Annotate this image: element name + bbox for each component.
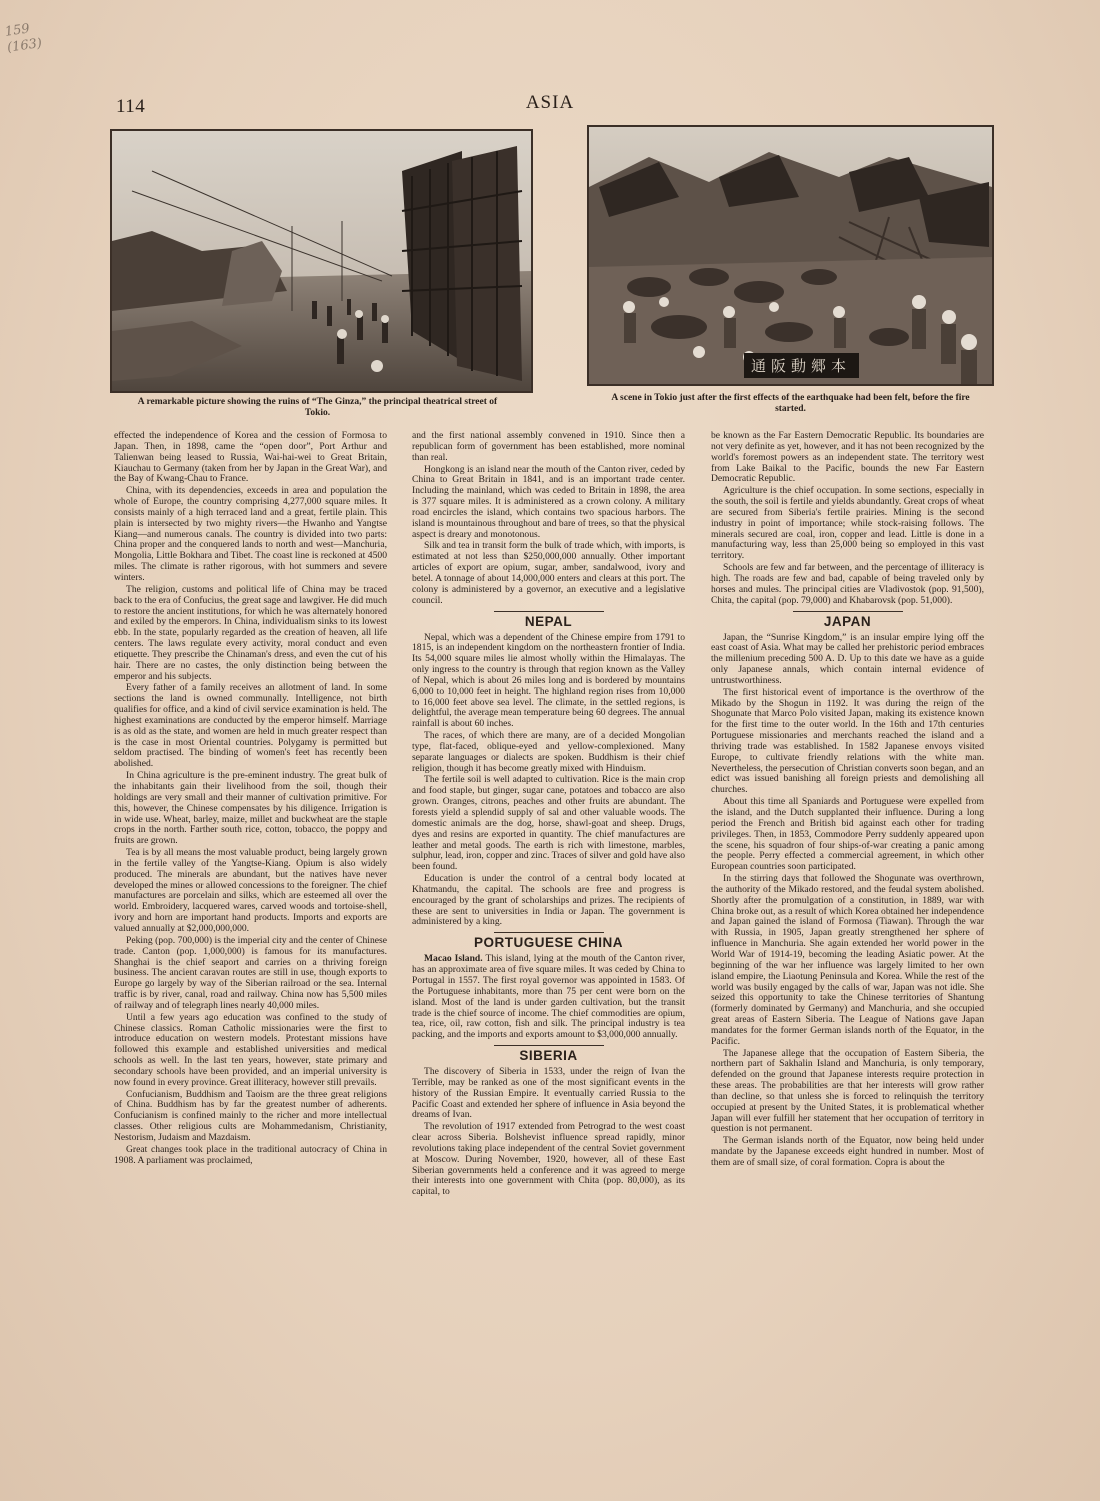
text-column-1: [114, 431, 387, 1381]
photo-ginza-caption: A remarkable picture showing the ruins of “The Ginza,” the principal theatrical street of Tokio.: [137, 397, 498, 418]
paragraph: Silk and tea in transit form the bulk of trade which, with imports, is estimated at not less than $250,000,000 annually. Other important articles of export are opium, sugar, amber, sandalwood, ivory and betel. A tonnage of about 14,000,000 enters and clears at this port. The colony is administered by a governor, an executive and a legislative council.: [412, 540, 685, 606]
heading-japan: JAPAN: [823, 613, 872, 629]
paragraph: The Japanese allege that the occupation of Eastern Siberia, the northern part of Sakhalin Island and Manchuria, is only temporary, defended on the ground that Japanese interests require protection in these areas. The probabilities are that her interests will grow rather than decline, so that unless she is forced to relinquish the territory occupied at present by the United States, it is problematical whether Japan will ever fulfill her statement that her occupation of territory in question is not permanent.: [711, 1047, 984, 1135]
paragraph: Schools are few and far between, and the percentage of illiteracy is high. The roads are few and bad, capable of being traveled only by horses and mules. The principal cities are Vladivostok (pop. 91,500), Chita, the capital (pop. 79,000) and Khabarovsk (pop. 51,000).: [711, 562, 984, 606]
photo-ginza-ruins: [110, 129, 533, 393]
paragraph: The revolution of 1917 extended from Petrograd to the west coast clear across Siberia. Bolshevist influence spread rapidly, minor revolutions taking place independent of the central Soviet government at Moscow. During November, 1920, however, all of these East Siberian governments held a conference and it was agreed to merge their interests into one government with Chita (pop. 80,000), as its capital, to: [412, 1121, 685, 1198]
paragraph: Every father of a family receives an allotment of land. In some sections the land is owned communally. Intelligence, not birth qualifies for office, and a kind of civil service examination is held. The highest examinations are conducted by the emperor himself. Marriage is as old as the state, and women are held in much greater respect than is the case in most Oriental countries. Polygamy is permitted but seldom practised. The binding of women's feet has recently been abolished.: [114, 682, 387, 770]
paragraph: In China agriculture is the pre-eminent industry. The great bulk of the inhabitants gain their livelihood from the soil, though their holdings are very small and their manner of cultivation primitive. For this, however, the Chinese compensates by his diligence. Irrigation is in wide use. Wheat, barley, maize, millet and buckwheat are the staple crops in the north. Farther south rice, cotton, tobacco, the poppy and fruits are grown.: [114, 770, 387, 847]
paragraph: Hongkong is an island near the mouth of the Canton river, ceded by China to Great Britain in 1841, and is an important trade center. Including the mainland, which was ceded to Britain in 1898, the area is 377 square miles. It is administered as a crown colony. A military road encircles the island, which contains two spacious harbors. The island is mountainous throughout and bare of trees, so that the physical aspect is dreary and monotonous.: [412, 463, 685, 540]
paragraph: Confucianism, Buddhism and Taoism are the three great religions of China. Buddhism has by far the greatest number of adherents. Confucianism is confined mainly to the richer and more intellectual classes. Other religious cults are Mohammedanism, Christianity, Nestorism, Judaism and Mazdaism.: [114, 1088, 387, 1143]
paragraph: Great changes took place in the traditional autocracy of China in 1908. A parliament was proclaimed,: [114, 1143, 387, 1166]
heading-siberia: SIBERIA: [519, 1048, 578, 1064]
paragraph: Peking (pop. 700,000) is the imperial city and the center of Chinese trade. Canton (pop. 1,000,000) is famous for its manufactures. Shanghai is the chief seaport and carries on a thriving foreign business. The ancient caravan routes are still in use, though exports to Europe go largely by way of the Siberian railroad or the sea. Internal traffic is by river, canal, road and railway. China now has 5,500 miles of railway and of telegraph lines nearly 40,000 miles.: [114, 934, 387, 1011]
paragraph: Tea is by all means the most valuable product, being largely grown in the fertile valley of the Yangtse-Kiang. Opium is also widely produced. The minerals are abundant, but the natives have never developed the mines or allowed concessions to the foreigner. The chief manufactures are porcelain and silks, which are esteemed all over the world. Embroidery, lacquered wares, carved woods and tortoise-shell, ivory and horn are important hand products. Imports and exports are valued annually at $2,000,000,000.: [114, 847, 387, 934]
section-rule: [494, 932, 604, 933]
section-rule: [793, 611, 903, 612]
paragraph: About this time all Spaniards and Portuguese were expelled from the island, and the Dutch supplanted their influence. During a long period the French and British bid against each other for trading privileges. Then, in 1853, Commodore Perry suddenly appeared upon the scene, his squadron of four ships-of-war creating a panic among the people. Perry effected a commercial agreement, in which other European countries soon participated.: [711, 796, 984, 873]
paragraph: In the stirring days that followed the Shogunate was overthrown, the authority of the Mikado restored, and the feudal system abolished. Shortly after the promulgation of a constitution, in 1889, war with China broke out, as a result of which Korea obtained her independence and Japan gained the island of Formosa (Tiawan). Through the war with Russia, in 1905, Japan greatly strengthened her sphere of influence in Manchuria. She again extended her world power in the World War of 1914-19, becoming the leading Asiatic power. At the beginning of the war her influence was largely limited to her own island empire, the Liaotung Peninsula and Korea. While the rest of the world was busily engaged by the calls of war, Japan was not idle. She seized this opportunity to take the Chinese territories of Shantung (formerly dominated by Germany) and Manchuria, and she occupied great areas of Eastern Siberia. The League of Nations gave Japan mandates for the former German islands north of the Equator, in the Pacific.: [711, 873, 984, 1047]
paragraph: be known as the Far Eastern Democratic Republic. Its boundaries are not very definite as yet, however, and it has not been recognized by the world's foremost powers as an independent state. The territory west from Lake Baikal to the Pacific, bounds the new Far Eastern Democratic Republic.: [711, 431, 984, 485]
paragraph: The German islands north of the Equator, now being held under mandate by the Japanese exceeds eight hundred in number. Most of them are of small size, of coral formation. Copra is about the: [711, 1135, 984, 1168]
run-in-heading: Macao Island.: [424, 953, 483, 965]
paragraph: The discovery of Siberia in 1533, under the reign of Ivan the Terrible, may be ranked as one of the most significant events in the history of the Russian Empire. It eventually carried Russia to the Pacific Coast and extended her sphere of influence in Asia beyond the dreams of Ivan.: [412, 1066, 685, 1121]
paragraph: [412, 954, 685, 1041]
paragraph: Until a few years ago education was confined to the study of Chinese classics. Roman Catholic missionaries were the first to introduce education on western models. Protestant missions have followed this example and established universities and medical schools as well. In the last ten years, however, state primary and secondary schools have been provided, and an imperial university is now found in every province. Great illiteracy, however still prevails.: [114, 1011, 387, 1088]
paragraph: The religion, customs and political life of China may be traced back to the era of Confucius, the great sage and lawgiver. He did much to restore the ancient institutions, for which he was alternately honored and exiled by the emperors. In China, individualism sinks to its lowest ebb. In the state, popularly regarded as the creation of heaven, all life centers. The laws regulate every activity, moral conduct and even etiquette. They prescribe the Chinaman's dress, and even the cut of his hair. There are no castes, the only distinction being between the emperor and his subjects.: [114, 583, 387, 682]
heading-nepal: NEPAL: [524, 613, 573, 629]
pencil-annotation: 159 (163): [3, 21, 43, 56]
paragraph: effected the independence of Korea and the cession of Formosa to Japan. Then, in 1898, came the “open door”, Port Arthur and Talienwan being leased to Russia, Wai-hai-wei to Great Britain, Kiauchau to Germany (taken from her by Japan in the Great War), and the Bay of Kwang-Chau to France.: [114, 431, 387, 485]
paragraph: The first historical event of importance is the overthrow of the Mikado by the Shogun in 1192. It was during the reign of the Shogunate that Marco Polo visited Japan, making its existence known for the first time to the outer world. In the 16th and 17th centuries Portuguese missionaries and merchants reached the island and a thriving trade was established. In 1582 Japanese envoys visited Europe, to cultivate friendly relations with the white man. Nevertheless, the persecution of Christian converts soon began, and an edict was issued banishing all foreign priests and demolishing all churches.: [711, 686, 984, 796]
ginza-photo-image: [112, 131, 531, 391]
paragraph: Education is under the control of a central body located at Khatmandu, the capital. The schools are free and progress is encouraged by the grant of scholarships and prizes. The recipients of these are sent to universities in India or Japan. The government is administered by a king.: [412, 873, 685, 928]
tokio-photo-image: [589, 127, 992, 384]
photo-tokio-earthquake: [587, 125, 994, 386]
paragraph: The races, of which there are many, are of a decided Mongolian type, flat-faced, oblique-eyed and yellow-complexioned. Many separate languages or dialects are spoken. Buddhism is their chief religion, though it has become greatly mixed with Hinduism.: [412, 730, 685, 774]
heading-portuguese-china: PORTUGUESE CHINA: [473, 935, 623, 951]
paragraph: Japan, the “Sunrise Kingdom,” is an insular empire lying off the east coast of Asia. What may be called her prehistoric period embraces the millenium preceding 500 A. D. Up to this date we have as a guide only Japanese annals, which contain internal evidence of untrustworthiness.: [711, 631, 984, 686]
paragraph: Agriculture is the chief occupation. In some sections, especially in the south, the soil is fertile and yields abundantly. Great crops of wheat are secured from Siberia's fertile prairies. Mining is the second industry in point of importance; while stock-raising follows. The minerals secured are coal, iron, copper and lead. Little is done in a manufacturing way, less than 25,000 being so employed in this vast territory.: [711, 485, 984, 562]
text-column-2: [412, 431, 685, 1381]
paragraph: Nepal, which was a dependent of the Chinese empire from 1791 to 1815, is an independent kingdom on the northeastern frontier of India. Its 54,000 square miles lie almost wholly within the Himalayas. The only ingress to the country is through that region known as the Valley of Nepal, which is about 26 miles long and is bordered by mountains 6,000 to 10,000 feet in height. The highland region rises from 10,000 to 16,000 feet above sea level. The climate, in the settled regions, is delightful, the average mean temperature being 60 degrees. The annual rainfall is about 60 inches.: [412, 631, 685, 730]
paragraph-text: This island, lying at the mouth of the Canton river, has an approximate area of five square miles. It was ceded by China to Portugal in 1557. The first royal governor was appointed in 1583. Of the Portuguese inhabitants, more than 75 per cent were born on the island. Most of the land is under garden cultivation, but the transit trade is the chief source of income. The chief commodities are opium, tea, rice, oil, raw cotton, fish and silk. The principal industry is tea packing, and the imports and exports amount to $3,000,000 annually.: [412, 953, 685, 1041]
paragraph: The fertile soil is well adapted to cultivation. Rice is the main crop and food staple, but ginger, sugar cane, potatoes and tobacco are also grown. Oranges, citrons, peaches and other fruits are abundant. The forests yield a splendid supply of sal and other valuable woods. The domestic animals are the dog, horse, shawl-goat and sheep. Drugs, dyes and resins are exported in quantity. The chief manufactures are leather and metal goods. The earth is rich with limestone, marbles, sulphur, lead, iron, copper and zinc. Traces of silver and gold have also been found.: [412, 774, 685, 873]
photo-tokio-caption: A scene in Tokio just after the first effects of the earthquake had been felt, before the fire started.: [611, 393, 970, 414]
section-rule: [494, 611, 604, 612]
text-column-3: [711, 431, 984, 1381]
tokio-photo-sign-text: 通阪動郷本: [750, 357, 852, 375]
running-head: ASIA: [525, 92, 575, 113]
paragraph: and the first national assembly convened in 1910. Since then a republican form of government has been established, more nominal than real.: [412, 431, 685, 463]
paragraph: China, with its dependencies, exceeds in area and population the whole of Europe, the country comprising 4,277,000 square miles. It consists mainly of a high terraced land and a great, fertile plain. This plain is intersected by two mighty rivers—the Hwanho and Yangtse Kiang—and numerous canals. The country is divided into two parts: China proper and the conquered lands to north and west—Manchuria, Mongolia, Little Bokhara and Tibet. The coast line is reckoned at 4500 miles. The climate is rather rigorous, with hot summers and severe winters.: [114, 485, 387, 583]
page-number: 114: [116, 96, 146, 117]
section-rule: [494, 1045, 604, 1046]
